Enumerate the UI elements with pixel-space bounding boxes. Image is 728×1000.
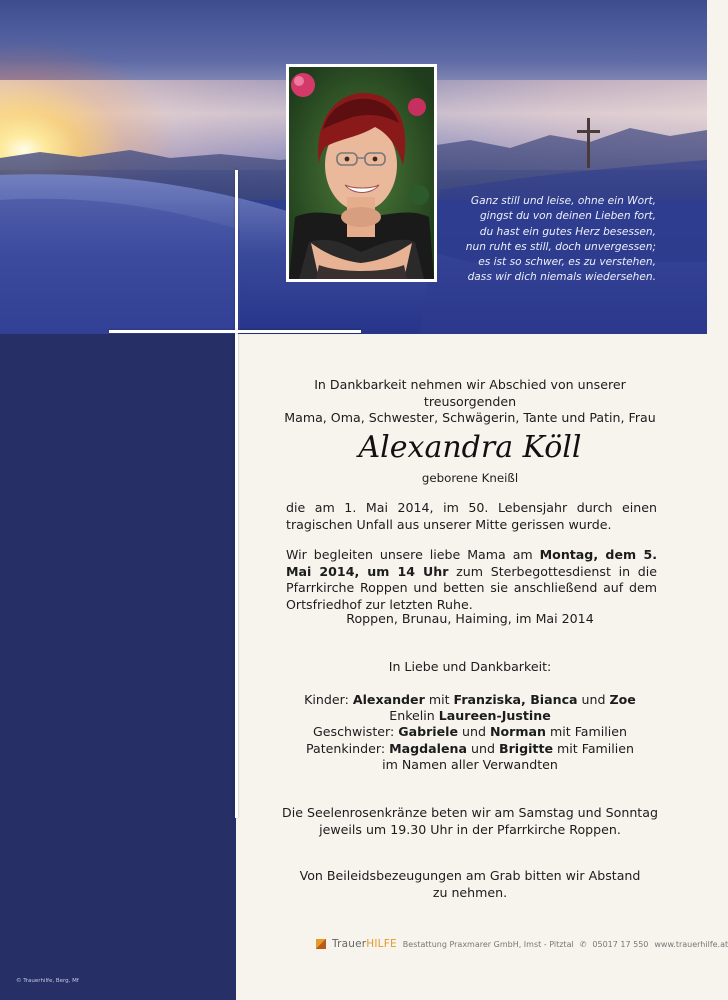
poem-line: du hast ein gutes Herz besessen, bbox=[479, 225, 656, 238]
deceased-name: Alexandra Köll bbox=[358, 430, 582, 465]
copyright-note: © Trauerhilfe, Berg, Mf bbox=[16, 978, 79, 984]
family-grandchild: Enkelin Laureen-Justine bbox=[389, 708, 551, 724]
intro-line: In Dankbarkeit nehmen wir Abschied von unserer treusorgenden bbox=[314, 377, 626, 409]
company-name: Bestattung Praxmarer GmbH, Imst - Pitztal bbox=[402, 939, 574, 949]
death-notice-text: die am 1. Mai 2014, im 50. Lebensjahr durch einen tragischen Unfall aus unserer Mitte gerissen wurde. bbox=[286, 500, 657, 532]
phone-icon: ✆ bbox=[579, 939, 587, 949]
family-children: Kinder: Alexander mit Franziska, Bianca und Zoe bbox=[304, 692, 636, 707]
love-gratitude: In Liebe und Dankbarkeit: bbox=[388, 659, 552, 674]
burial-info bbox=[286, 547, 657, 613]
cross-vertical-bar bbox=[235, 170, 238, 818]
brand-name: TrauerHILFE bbox=[332, 938, 397, 950]
rosary-info bbox=[270, 805, 670, 838]
intro-text bbox=[270, 377, 670, 427]
poem bbox=[430, 194, 656, 286]
poem-line: dass wir dich niemals wiedersehen. bbox=[467, 271, 656, 284]
burial-text-pre: Wir begleiten unsere liebe Mama am bbox=[286, 547, 540, 562]
rosary-line: Die Seelenrosenkränze beten wir am Samstag und Sonntag bbox=[282, 805, 658, 820]
condolence-line: Von Beileidsbezeugungen am Grab bitten wir Abstand bbox=[299, 868, 641, 883]
family-list bbox=[270, 692, 670, 773]
intro-line: Mama, Oma, Schwester, Schwägerin, Tante und Patin, Frau bbox=[284, 410, 656, 426]
portrait-image bbox=[289, 67, 434, 279]
birth-name: geborene Kneißl bbox=[421, 471, 519, 485]
condolence-note bbox=[270, 868, 670, 901]
website[interactable]: www.trauerhilfe.at bbox=[654, 939, 728, 949]
family-relatives: im Namen aller Verwandten bbox=[382, 756, 558, 772]
cross-horizontal-bar bbox=[109, 330, 361, 333]
condolence-line: zu nehmen. bbox=[432, 884, 508, 900]
burial-text-post: zum Sterbegottesdienst in die Pfarrkirche Roppen und betten sie anschließend auf dem Ortsfriedhof zur letzten Ruhe. bbox=[286, 563, 657, 612]
phone-number: 05017 17 550 bbox=[592, 939, 649, 949]
portrait-photo bbox=[286, 64, 437, 282]
poem-line: Ganz still und leise, ohne ein Wort, bbox=[470, 195, 656, 207]
trauerhilfe-logo-icon bbox=[316, 939, 326, 949]
burial-date: Montag, dem 5. Mai 2014, um 14 Uhr bbox=[286, 547, 657, 579]
footer bbox=[316, 938, 728, 950]
family-siblings: Geschwister: Gabriele und Norman mit Familien bbox=[313, 724, 627, 740]
poem-line: es ist so schwer, es zu verstehen, bbox=[478, 256, 656, 269]
navy-side-panel bbox=[0, 334, 236, 1000]
place-date: Roppen, Brunau, Haiming, im Mai 2014 bbox=[346, 611, 594, 626]
rosary-line: jeweils um 19.30 Uhr in der Pfarrkirche Roppen. bbox=[319, 821, 621, 837]
poem-line: nun ruht es still, doch unvergessen; bbox=[465, 240, 656, 253]
poem-line: gingst du von deinen Lieben fort, bbox=[479, 210, 656, 223]
family-godchildren: Patenkinder: Magdalena und Brigitte mit Familien bbox=[305, 740, 635, 756]
